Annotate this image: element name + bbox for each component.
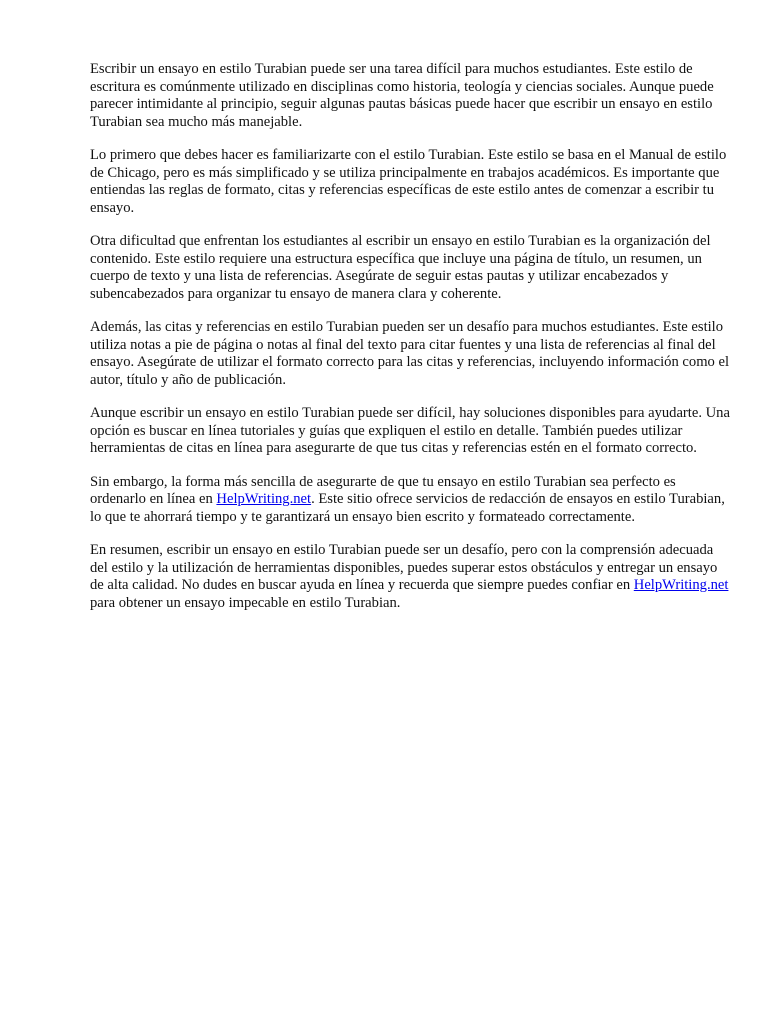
paragraph-citations: Además, las citas y referencias en estilo Turabian pueden ser un desafío para muchos estudiantes. Este estilo utiliza notas a pie de página o notas al final del texto para citar fuentes y una lista de referencias al final del ensayo. Asegúrate de utilizar el formato correcto para las citas y referencias, incluyendo información como el autor, título y año de publicación. bbox=[90, 319, 730, 388]
paragraph-text-after-link: para obtener un ensayo impecable en estilo Turabian. bbox=[90, 594, 401, 611]
paragraph-familiarize: Lo primero que debes hacer es familiarizarte con el estilo Turabian. Este estilo se basa en el Manual de estilo de Chicago, pero es más simplificado y se utiliza principalmente en trabajos académicos. Es importante que entiendas las reglas de formato, citas y referencias específicas de este estilo antes de comenzar a escribir tu ensayo. bbox=[90, 147, 727, 216]
paragraph-text-before-link: Sin embargo, la forma más sencilla de asegurarte de que tu ensayo en estilo Turabian sea perfecto es ordenarlo en línea en bbox=[90, 473, 676, 507]
paragraph-text-before-link: En resumen, escribir un ensayo en estilo Turabian puede ser un desafío, pero con la comprensión adecuada del estilo y la utilización de herramientas disponibles, puedes superar estos obstáculos y entregar un ensayo de alta calidad. No dudes en buscar ayuda en línea y recuerda que siempre puedes confiar en bbox=[90, 542, 718, 593]
paragraph-intro: Escribir un ensayo en estilo Turabian puede ser una tarea difícil para muchos estudiantes. Este estilo de escritura es comúnmente utilizado en disciplinas como historia, teología y ciencias sociales. Aunque puede parecer intimidante al principio, seguir algunas pautas básicas puede hacer que escribir un ensayo en estilo Turabian sea mucho más manejable. bbox=[90, 61, 714, 130]
paragraph-order-online bbox=[90, 474, 732, 527]
paragraph-summary bbox=[90, 542, 732, 612]
helpwriting-link[interactable]: HelpWriting.net bbox=[633, 577, 729, 593]
paragraph-solutions: Aunque escribir un ensayo en estilo Turabian puede ser difícil, hay soluciones disponibles para ayudarte. Una opción es buscar en línea tutoriales y guías que expliquen el estilo en detalle. También puedes utilizar herramientas de citas en línea para asegurarte de que tus citas y referencias estén en el formato correcto. bbox=[90, 405, 730, 456]
paragraph-organization: Otra dificultad que enfrentan los estudiantes al escribir un ensayo en estilo Turabian es la organización del contenido. Este estilo requiere una estructura específica que incluye una página de título, un resumen, un cuerpo de texto y una lista de referencias. Asegúrate de seguir estas pautas y utilizar encabezados y subencabezados para organizar tu ensayo de manera clara y coherente. bbox=[90, 233, 711, 302]
paragraph-text-after-link: . Este sitio ofrece servicios de redacción de ensayos en estilo Turabian, lo que te ahorrará tiempo y te garantizará un ensayo bien escrito y formateado correctamente. bbox=[90, 491, 725, 525]
document-body bbox=[90, 61, 732, 628]
helpwriting-link[interactable]: HelpWriting.net bbox=[216, 491, 312, 507]
